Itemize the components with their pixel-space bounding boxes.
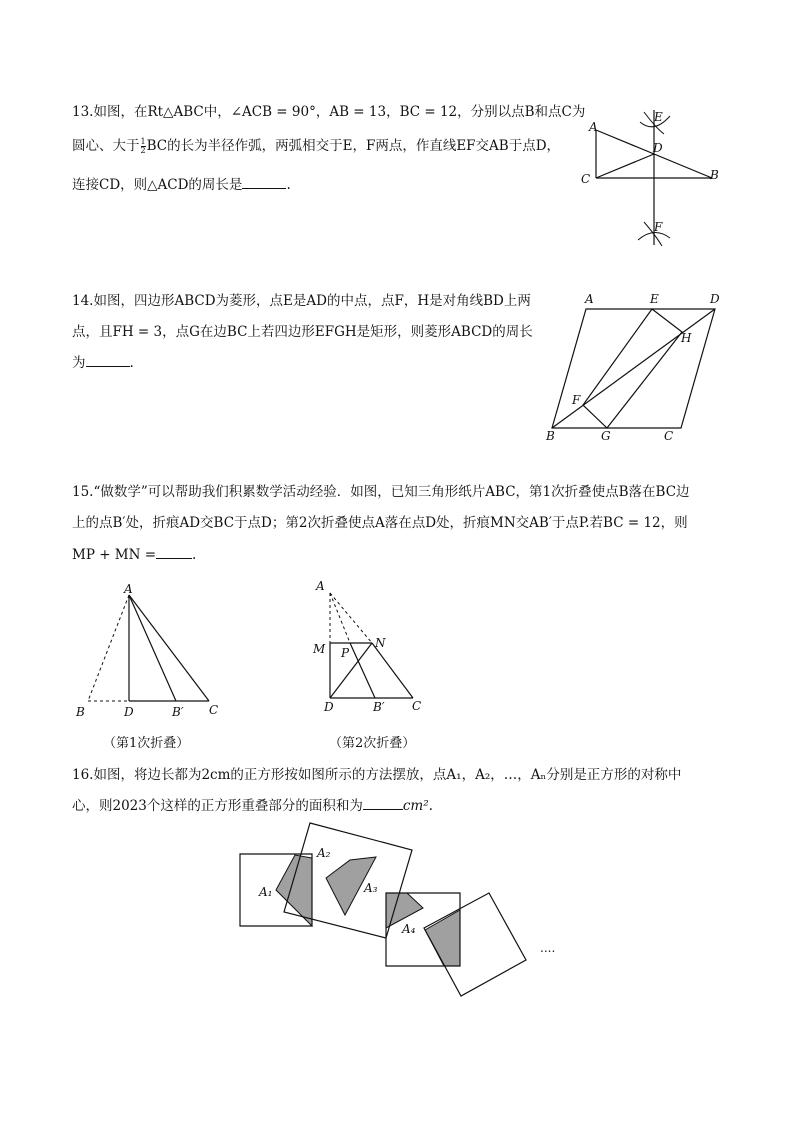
q15-f1-label-bp: B′ xyxy=(172,705,184,719)
q15-f1-label-b: B xyxy=(76,705,85,719)
q16-line1: 16.如图，将边长都为2cm的正方形按如图所示的方法摆放，点A₁，A₂，…，Aₙ分别是正方形的对称中 xyxy=(72,767,682,783)
q15-f2-label-bp: B′ xyxy=(373,700,385,714)
q13-frac-den: 2 xyxy=(140,146,146,155)
q14-label-e: E xyxy=(650,292,659,306)
q15-f2-label-p: P xyxy=(341,646,350,660)
q14-line3-text: 为 xyxy=(72,355,86,371)
q14-line2: 点，且FH = 3，点G在边BC上若四边形EFGH是矩形，则菱形ABCD的周长 xyxy=(72,324,533,340)
q15-line2: 上的点B′处，折痕AD交BC于点D；第2次折叠使点A落在点D处，折痕MN交AB′于点P.若BC = 12，则 xyxy=(72,515,688,531)
q13-label-e: E xyxy=(654,110,663,124)
q14-label-d: D xyxy=(710,292,720,306)
q13-line2-part-b: BC的长为半径作弧，两弧相交于E，F两点，作直线EF交AB于点D， xyxy=(146,138,561,154)
q16-label-a4: A₄ xyxy=(402,922,416,936)
q15-f1-label-d: D xyxy=(124,705,134,719)
q13-label-c: C xyxy=(581,172,591,186)
q13-label-d: D xyxy=(653,141,663,155)
q14-line1: 14.如图，四边形ABCD为菱形，点E是AD的中点，点F，H是对角线BD上两 xyxy=(72,293,531,309)
q16-ellipsis: .... xyxy=(540,941,556,955)
q14-label-h: H xyxy=(681,331,692,345)
q15-caption-1: （第1次折叠） xyxy=(103,736,190,751)
q16-label-a2: A₂ xyxy=(317,846,331,860)
q14-label-c: C xyxy=(664,429,674,443)
q16-line2-text: 心，则2023个这样的正方形重叠部分的面积和为 xyxy=(72,798,363,814)
q16-label-a1: A₁ xyxy=(259,885,273,899)
q15-line3-text: MP + MN = xyxy=(72,547,157,563)
q13-line3-text: 连接CD，则△ACD的周长是 xyxy=(72,177,243,193)
q15-caption-2: （第2次折叠） xyxy=(329,736,416,751)
q15-f2-label-c: C xyxy=(412,699,422,713)
q15-line1: 15.“做数学”可以帮助我们积累数学活动经验．如图，已知三角形纸片ABC，第1次折叠使点B落在BC边 xyxy=(72,484,690,500)
q14-line3-end: . xyxy=(129,355,134,371)
q14-label-a: A xyxy=(585,292,594,306)
q16-overlap-1 xyxy=(276,855,312,926)
q15-f1-label-c: C xyxy=(209,703,219,717)
q16-label-a3: A₃ xyxy=(364,881,378,895)
q14-label-g: G xyxy=(601,429,611,443)
q13-label-a: A xyxy=(589,120,598,134)
q15-f2-label-d: D xyxy=(324,700,334,714)
q13-frac-num: 1 xyxy=(140,137,146,146)
q13-label-f: F xyxy=(654,220,663,234)
q15-line3-end: . xyxy=(192,547,197,563)
q14-label-f: F xyxy=(572,393,581,407)
q13-line3-end: . xyxy=(286,177,291,193)
q13-line1: 13.如图，在Rt△ABC中，∠ACB = 90°，AB = 13，BC = 12，分别以点B和点C为 xyxy=(72,104,586,120)
q13-label-b: B xyxy=(710,168,719,182)
q15-f1-label-a: A xyxy=(124,582,133,596)
q14-label-b: B xyxy=(546,429,555,443)
q13-line2-part-a: 圆心、大于 xyxy=(72,138,140,154)
q16-line2-end: cm². xyxy=(402,798,433,814)
q15-f2-label-n: N xyxy=(375,636,386,650)
q15-f2-label-m: M xyxy=(313,642,326,656)
q15-f2-label-a: A xyxy=(316,579,325,593)
